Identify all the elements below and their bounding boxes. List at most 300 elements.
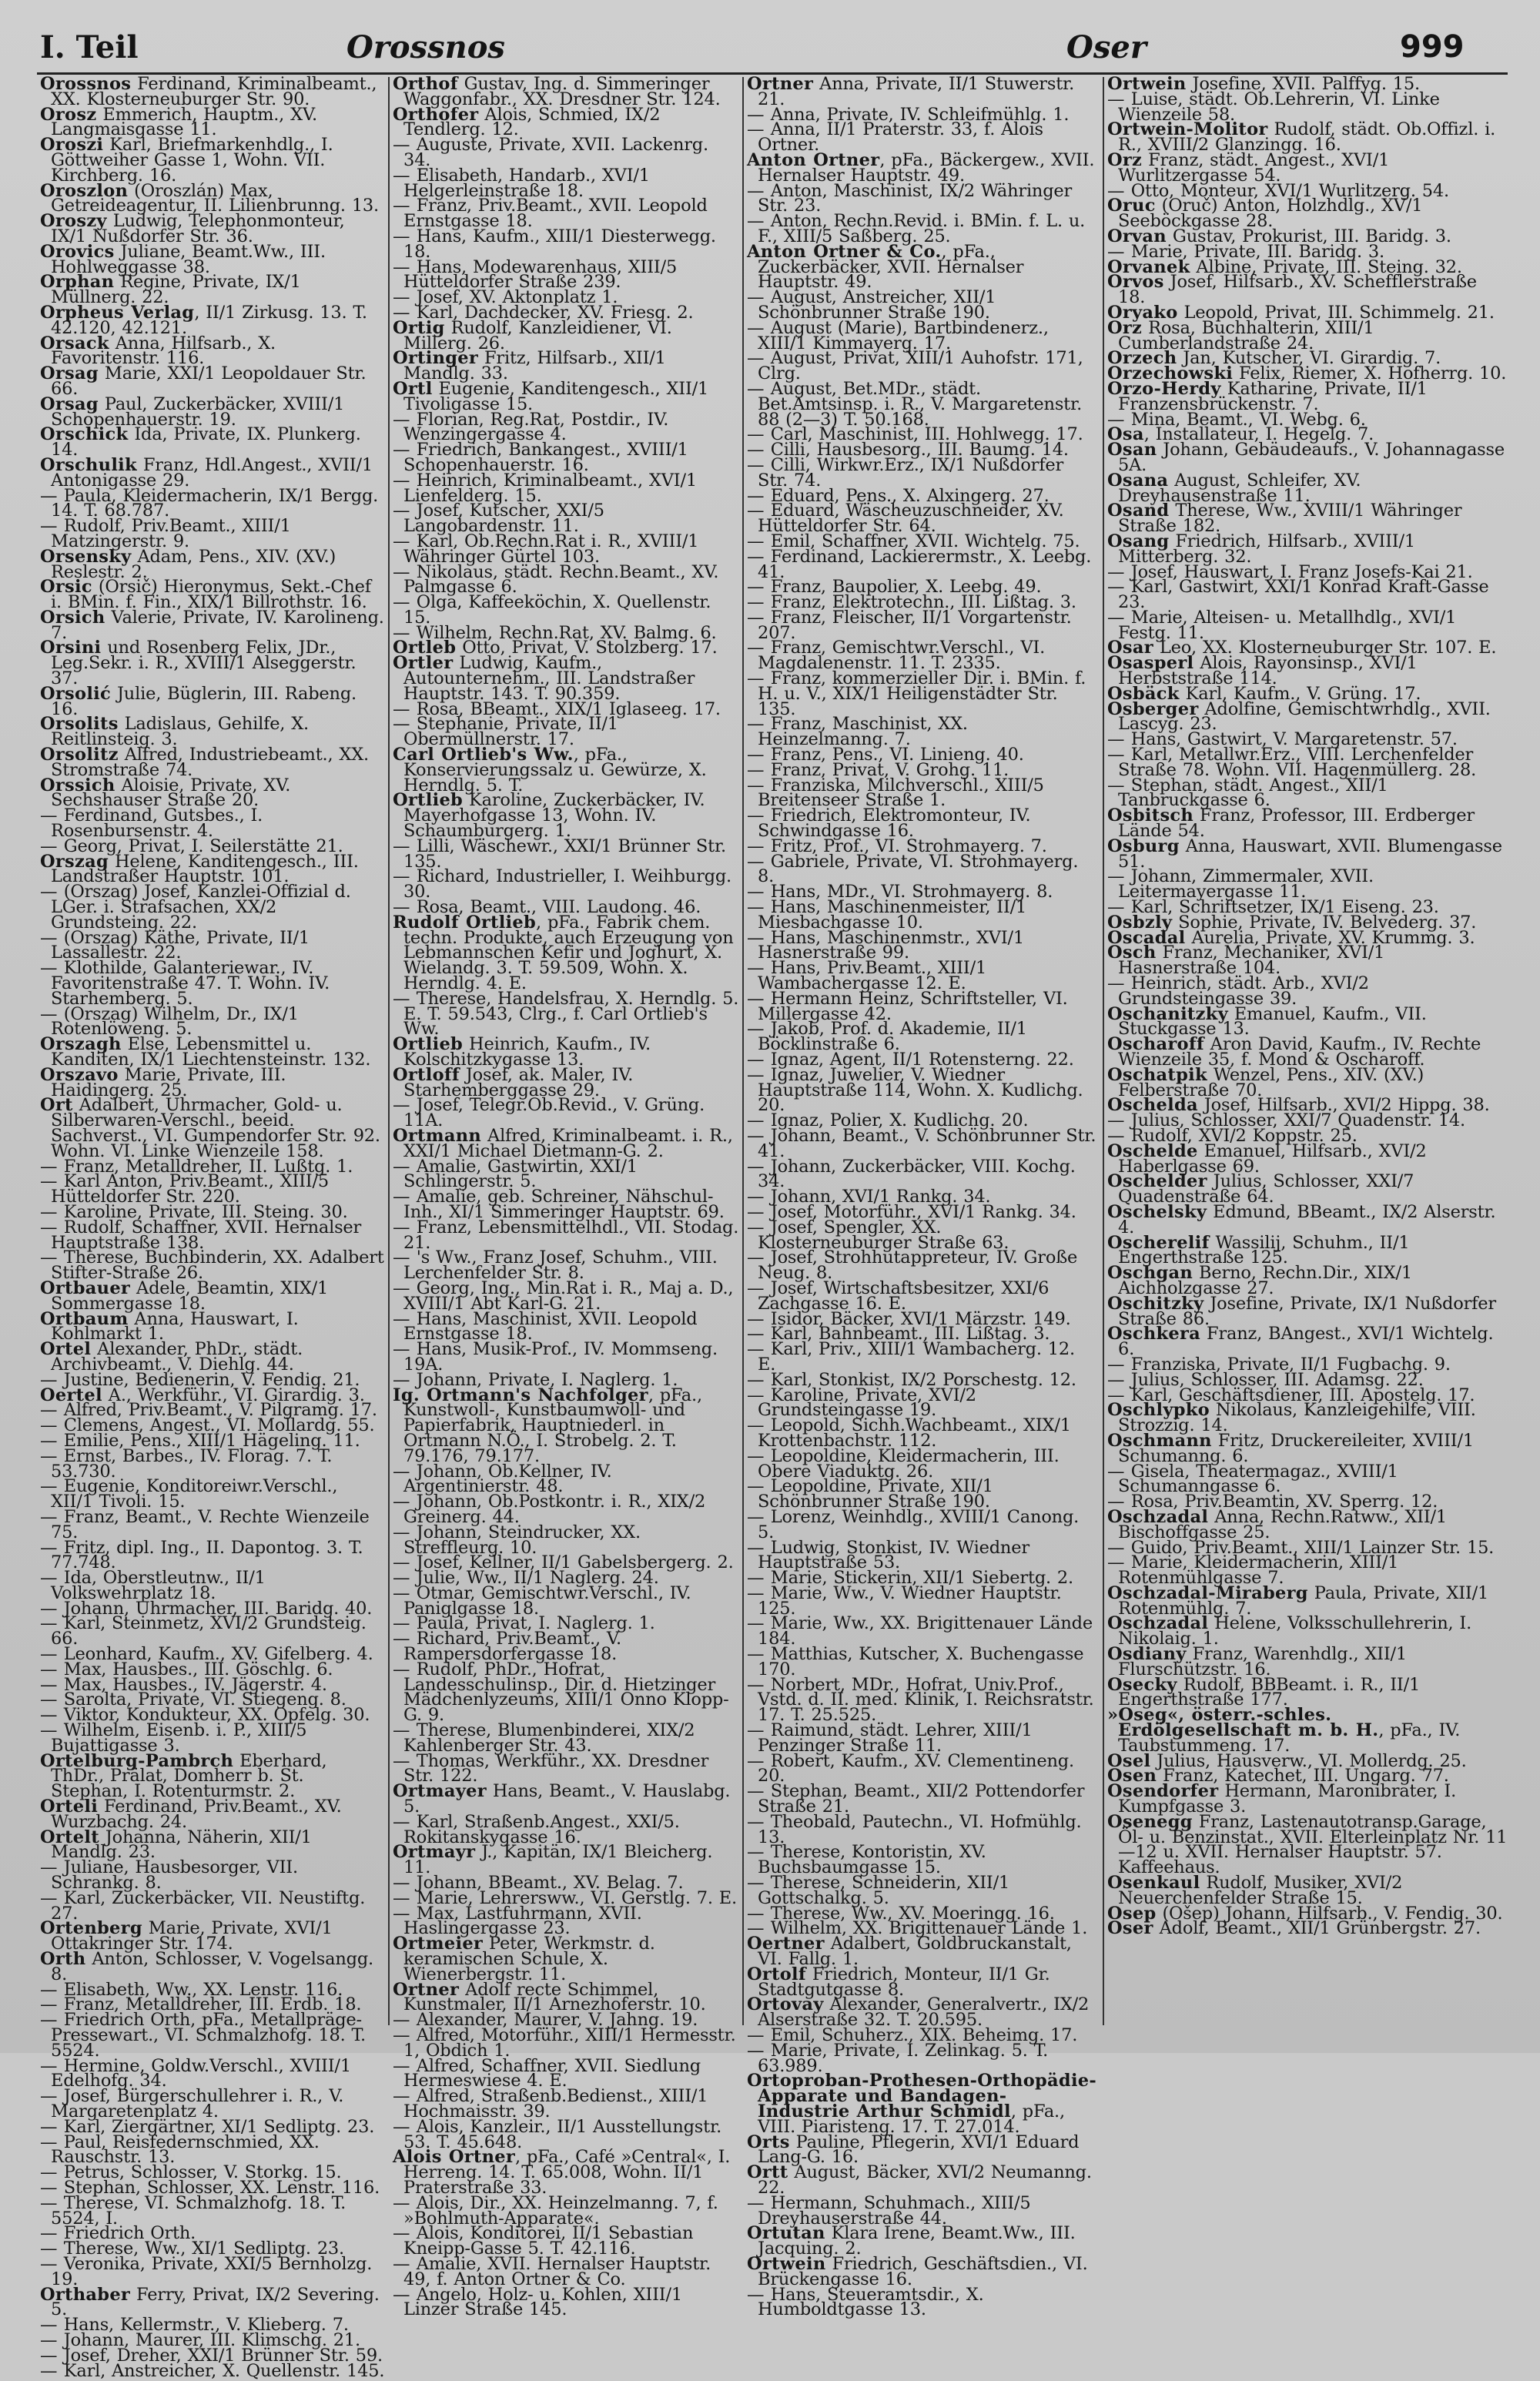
entry-name: Orsack <box>40 333 109 353</box>
directory-entry <box>40 1506 385 1542</box>
entry-details: Franz, Warenhdlg., XII/1 Flurschützstr. 16. <box>1118 1644 1408 1679</box>
directory-entry <box>747 1644 1098 1679</box>
entry-name: — <box>393 2055 410 2076</box>
entry-name: Oroszi <box>40 135 104 156</box>
directory-entry <box>393 1582 739 1619</box>
directory-entry <box>747 2192 1098 2229</box>
directory-entry <box>747 1720 1098 1756</box>
directory-entry <box>40 2010 385 2061</box>
entry-details: Karl, Priv., XIII/1 Wambacherg. 12. E. <box>758 1339 1075 1375</box>
entry-name: Orosz <box>40 104 97 125</box>
entry-details: Emmerich, Hauptm., XV. Langmaisgasse 11. <box>51 104 317 140</box>
entry-name: Orossnos <box>40 74 132 94</box>
entry-name: — <box>393 1187 410 1207</box>
entry-details: Alfred, Industriebeamt., XX. Stromstraße 74. <box>51 745 369 780</box>
entry-details: Anton, Rechn.Revid. i. BMin. f. L. u. F., XIII/5 Saßberg. 25. <box>758 211 1086 246</box>
directory-entry <box>393 2253 739 2289</box>
entry-name: — <box>747 1385 765 1405</box>
entry-details: Marie, Alteisen- u. Metallhdlg., XVI/1 Festg. 11. <box>1118 607 1457 643</box>
entry-name: Oryako <box>1107 302 1178 323</box>
entry-name: — <box>1107 180 1125 201</box>
directory-entry <box>40 1537 385 1573</box>
entry-details: Marie, Private, III. Baridg. 3. <box>1124 241 1384 262</box>
entry-name: Orschick <box>40 424 129 445</box>
directory-entry <box>40 1720 385 1756</box>
entry-name: Orvan <box>1107 226 1167 246</box>
directory-entry <box>40 424 385 460</box>
entry-details: Marie, Private, III. Haidingerg. 25. <box>51 1064 286 1100</box>
right-running-head: Oser <box>1066 29 1147 65</box>
entry-name: — <box>747 287 765 308</box>
directory-entry <box>747 638 1098 674</box>
entry-details: Rosa, BBeamt., XIX/1 Iglaseeg. 17. <box>410 698 721 719</box>
entry-details: Max, Hausbes., IV. Jägerstr. 4. <box>57 1674 327 1695</box>
entry-details: Anna, Hauswart, XVII. Blumengasse 51. <box>1118 836 1502 872</box>
directory-entry <box>40 2055 385 2091</box>
directory-entry <box>393 501 739 537</box>
directory-entry <box>1107 1582 1508 1619</box>
entry-name: — <box>1107 241 1125 262</box>
entry-name: — <box>40 2345 58 2366</box>
entry-details: Fritz, dipl. Ing., II. Dapontog. 3. T. 77.748. <box>51 1537 363 1573</box>
entry-details: Johann, Gebäudeaufs., V. Johannagasse 5A. <box>1118 440 1505 475</box>
directory-entry <box>40 1095 385 1161</box>
entry-details: Adolf recte Schimmel, Kunstmaler, II/1 Arnezhoferstr. 10. <box>403 1979 706 2015</box>
directory-entry <box>1107 1003 1508 1040</box>
directory-entry <box>747 1994 1098 2031</box>
directory-entry <box>393 745 739 795</box>
entry-name: — <box>747 836 765 856</box>
directory-entry <box>40 241 385 277</box>
directory-entry <box>747 1842 1098 1878</box>
directory-entry <box>393 409 739 445</box>
entry-details: (Oruč) Anton, Holzhdlg., XV/1 Seeböckgasse 28. <box>1118 196 1423 232</box>
column-2 <box>393 74 739 2320</box>
entry-name: Oscherelif <box>1107 1232 1210 1253</box>
entry-details: Emil, Schaffner, XVII. Wichtelg. 75. <box>764 531 1080 551</box>
entry-details: Friedrich Orth. <box>57 2223 196 2244</box>
entry-name: — <box>40 1171 58 1192</box>
directory-entry <box>40 2086 385 2121</box>
directory-entry <box>1107 1873 1508 1908</box>
directory-entry <box>747 1125 1098 1161</box>
directory-entry <box>1107 317 1508 353</box>
entry-name: Orsich <box>40 607 105 628</box>
entry-name: — <box>747 1873 765 1894</box>
entry-details: Else, Lebensmittel u. Kanditen, IX/1 Liechtensteinstr. 132. <box>51 1034 371 1070</box>
entry-details: Richard, Industrieller, I. Weihburgg. 30. <box>403 866 732 903</box>
entry-details: Paula, Privat, I. Naglerg. 1. <box>410 1613 655 1634</box>
entry-name: — <box>393 1887 410 1908</box>
entry-details: Carl, Maschinist, III. Hohlwegg. 17. <box>764 424 1083 445</box>
entry-details: Friedrich, Monteur, II/1 Gr. Stadtgutgasse 8. <box>758 1964 1050 2000</box>
entry-details: Josef, Hauswart, I. Franz Josefs-Kai 21. <box>1124 561 1473 582</box>
entry-details: Pauline, Pflegerin, XVI/1 Eduard Lang-G. 16. <box>758 2132 1080 2168</box>
entry-name: — <box>393 2253 410 2274</box>
entry-details: Julie, Büglerin, III. Rabeng. 16. <box>51 683 357 719</box>
entry-details: Franz, Baupolier, X. Leebg. 49. <box>764 577 1042 598</box>
entry-details: Therese, Handelsfrau, X. Herndlg. 5. E. T. 59.543, Clrg., f. Carl Ortlieb's Ww. <box>403 988 739 1040</box>
entry-details: Nikolaus, Kanzleigehilfe, VIII. Strozzig. 14. <box>1118 1400 1476 1436</box>
entry-details: Hans, Kellermstr., V. Klieberg. 7. <box>57 2315 349 2336</box>
entry-name: — <box>747 2025 765 2045</box>
entry-details: Berno, Rechn.Dir., XIX/1 Aichholzgasse 27. <box>1118 1263 1412 1298</box>
entry-details: Hans, Maschinist, XVII. Leopold Ernstgasse 18. <box>403 1308 698 1345</box>
directory-entry <box>393 1903 739 1939</box>
entry-details: Olga, Kaffeeköchin, X. Quellenstr. 15. <box>403 592 711 628</box>
entry-name: — <box>747 1750 765 1771</box>
directory-entry <box>40 1613 385 1649</box>
entry-details: Florian, Reg.Rat, Postdir., IV. Wenzingergasse 4. <box>403 409 669 445</box>
directory-entry <box>393 135 739 170</box>
directory-entry <box>40 1918 385 1954</box>
directory-entry <box>40 302 385 338</box>
directory-entry <box>40 74 385 109</box>
entry-name: — <box>1107 1354 1125 1375</box>
directory-entry <box>1107 501 1508 537</box>
entry-details: Veronika, Private, XXI/5 Bernholzg. 19. <box>51 2253 373 2289</box>
entry-name: Carl Ortlieb's Ww. <box>393 745 574 765</box>
directory-entry <box>40 1750 385 1802</box>
entry-name: Oschatpik <box>1107 1064 1207 1085</box>
entry-name: — <box>1107 409 1125 430</box>
entry-name: Oschelde <box>1107 1140 1198 1161</box>
entry-details: Ignaz, Polier, X. Kudlichg. 20. <box>764 1110 1029 1131</box>
entry-name: — <box>747 1918 765 1939</box>
entry-details: Josef, Spengler, XX. Klosterneuburger Straße 63. <box>758 1217 1009 1253</box>
entry-name: — <box>747 805 765 826</box>
entry-details: Otto, Monteur, XVI/1 Wurlitzerg. 54. <box>1124 180 1449 201</box>
directory-entry <box>40 1308 385 1345</box>
entry-name: — <box>40 1369 58 1390</box>
entry-name: — <box>40 2162 58 2183</box>
column-divider <box>1103 77 1104 2025</box>
directory-entry <box>393 104 739 140</box>
entry-details: Josef, XV. Aktonplatz 1. <box>410 287 618 308</box>
entry-details: Franz, Mechaniker, XVI/1 Hasnerstraße 104. <box>1118 943 1385 979</box>
directory-entry <box>1107 378 1508 414</box>
entry-name: — <box>393 165 410 186</box>
directory-entry <box>747 2071 1098 2137</box>
directory-entry <box>1107 119 1508 156</box>
entry-name: — <box>40 2223 58 2244</box>
entry-details: Franz, BAngest., XVI/1 Wichtelg. 6. <box>1118 1324 1494 1360</box>
entry-details: Julius, Schlosser, XXI/7 Quadenstr. 14. <box>1124 1110 1465 1131</box>
entry-details: Eduard, Pens., X. Alxingerg. 27. <box>764 485 1050 506</box>
column-divider <box>742 77 744 2025</box>
entry-details: und Rosenberg Felix, JDr., Leg.Sekr. i. R., XVIII/1 Alseggerstr. 37. <box>51 638 357 689</box>
entry-name: — <box>1107 89 1125 109</box>
entry-name: — <box>393 897 410 918</box>
entry-name: — <box>1107 1110 1125 1131</box>
directory-entry <box>1107 653 1508 689</box>
entry-name: Ortbauer <box>40 1278 131 1298</box>
entry-details: Jakob, Prof. d. Akademie, II/1 Böcklinstraße 6. <box>758 1019 1027 1055</box>
entry-name: Ortlieb <box>393 790 464 811</box>
directory-entry <box>393 2147 739 2198</box>
directory-entry <box>1107 1506 1508 1542</box>
directory-entry <box>747 988 1098 1024</box>
entry-details: Hans, Kaufm., XIII/1 Diesterwegg. 18. <box>403 226 716 262</box>
entry-name: Ortel <box>40 1339 92 1360</box>
entry-name: — <box>40 1613 58 1634</box>
directory-entry <box>40 1247 385 1284</box>
directory-entry <box>40 1003 385 1040</box>
entry-details: Auguste, Private, XVII. Lackenrg. 34. <box>403 135 708 170</box>
directory-entry <box>40 882 385 933</box>
entry-details: Ida, Oberstleutnw., II/1 Volkswehrplatz 18. <box>51 1568 266 1603</box>
entry-details: Anna, Hilfsarb., X. Favoritenstr. 116. <box>51 333 276 369</box>
directory-entry <box>40 577 385 613</box>
entry-details: Karoline, Zuckerbäcker, IV. Mayerhofgasse 13, Wohn. IV. Schaumburgerg. 1. <box>403 790 705 842</box>
entry-name: Ortovay <box>747 1994 824 2015</box>
part-label: I. Teil <box>40 29 139 65</box>
directory-entry <box>393 226 739 262</box>
entry-name: Osberger <box>1107 698 1199 719</box>
entry-name: Orvos <box>1107 272 1164 293</box>
directory-entry <box>747 1750 1098 1787</box>
entry-details: Hermann Heinz, Schriftsteller, VI. Millergasse 42. <box>758 988 1068 1024</box>
directory-entry <box>393 470 739 506</box>
entry-details: Max, Hausbes., III. Göschlg. 6. <box>57 1659 333 1679</box>
entry-name: Oschgan <box>1107 1263 1194 1284</box>
entry-details: Rosa, Beamt., VIII. Laudong. 46. <box>410 897 701 918</box>
directory-entry <box>393 74 739 109</box>
directory-entry <box>40 1568 385 1603</box>
entry-details: Wilhelm, Eisenb. i. P., XIII/5 Bujattigasse 3. <box>51 1720 307 1756</box>
entry-name: Orszag <box>40 851 109 872</box>
entry-details: Eduard, Wäscheuzuschneider, XV. Hütteldorfer Str. 64. <box>758 501 1064 537</box>
entry-name: Orthaber <box>40 2284 131 2305</box>
entry-details: Guido, Priv.Beamt., XIII/1 Lainzer Str. 15. <box>1124 1537 1495 1558</box>
entry-details: Adam, Pens., XIV. (XV.) Reslestr. 2. <box>51 546 336 582</box>
entry-name: Orschulik <box>40 454 137 475</box>
entry-name: — <box>747 1613 765 1634</box>
entry-name: — <box>747 317 765 338</box>
directory-entry <box>747 241 1098 293</box>
entry-details: Wilhelm, Rechn.Rat, XV. Balmg. 6. <box>410 622 717 643</box>
directory-entry <box>1107 1552 1508 1589</box>
entry-details: , pFa., Fabrik chem. techn. Produkte, auch Erzeugung von Lebmannschen Kefir und Joghurt, X. Wielandg. 3. T. 59.509, Wohn. X. Herndlg. 4. E. <box>403 912 734 994</box>
entry-details: Julius, Schlosser, XXI/7 Quadenstraße 64. <box>1118 1171 1414 1207</box>
entry-name: Orssich <box>40 775 116 795</box>
entry-name: — <box>747 1582 765 1603</box>
entry-details: Ferdinand, Priv.Beamt., XV. Wurzbachg. 24. <box>51 1797 342 1832</box>
column-1 <box>40 74 385 2381</box>
entry-name: Orpheus Verlag <box>40 302 195 323</box>
directory-entry <box>747 2223 1098 2259</box>
page-number: 999 <box>1400 29 1465 65</box>
entry-details: Josef, Hilfsarb., XVI/2 Hippg. 38. <box>1197 1095 1490 1116</box>
entry-details: Stephan, städt. Angest., XII/1 Tanbruckgasse 6. <box>1118 775 1388 811</box>
entry-name: Oruc <box>1107 196 1156 216</box>
entry-details: Adele, Beamtin, XIX/1 Sommergasse 18. <box>51 1278 329 1314</box>
entry-details: Marie, XXI/1 Leopoldauer Str. 66. <box>51 363 367 399</box>
entry-details: Thomas, Werkführ., XX. Dresdner Str. 122. <box>403 1750 709 1787</box>
directory-entry <box>1107 196 1508 232</box>
entry-details: Eberhard, ThDr., Prälat, Domherr b. St. Stephan, I. Rotenturmstr. 2. <box>51 1750 327 1802</box>
directory-entry <box>393 2192 739 2229</box>
directory-entry <box>747 1582 1098 1619</box>
directory-entry <box>393 1247 739 1284</box>
entry-name: — <box>393 1613 410 1634</box>
entry-name: Osbäck <box>1107 683 1180 704</box>
directory-entry <box>1107 805 1508 842</box>
directory-entry <box>1107 1644 1508 1679</box>
entry-details: August, Schleifer, XV. Dreyhausenstraße 11. <box>1118 470 1361 506</box>
entry-details: Karl, Ob.Rechn.Rat i. R., XVIII/1 Währinger Gürtel 103. <box>403 531 699 567</box>
entry-name: — <box>747 501 765 521</box>
directory-entry <box>40 1217 385 1253</box>
directory-entry <box>393 378 739 414</box>
entry-name: — <box>747 424 765 445</box>
entry-details: Therese, Schneiderin, XII/1 Gottschalkg. 5. <box>758 1873 1010 1908</box>
entry-name: Oschitzky <box>1107 1293 1204 1314</box>
entry-name: Oscharoff <box>1107 1034 1204 1055</box>
entry-details: Anna, Hauswart, I. Kohlmarkt 1. <box>51 1308 299 1345</box>
entry-details: Rudolf, Musiker, XVI/2 Neuerchenfelder Straße 15. <box>1118 1873 1403 1908</box>
entry-details: Ladislaus, Gehilfe, X. Reitlinsteig. 3. <box>51 714 309 750</box>
entry-name: — <box>747 1415 765 1436</box>
entry-name: — <box>40 1430 58 1451</box>
entry-name: »Oseg«, österr.-schles. Erdölgesellschaft m. b. H. <box>1107 1705 1379 1741</box>
entry-name: — <box>747 180 765 201</box>
entry-name: Oroszy <box>40 211 107 232</box>
entry-name: — <box>1107 775 1125 795</box>
entry-details: Gabriele, Private, VI. Strohmayerg. 8. <box>758 851 1079 887</box>
entry-details: Rudolf, XVI/2 Koppstr. 25. <box>1124 1125 1358 1146</box>
entry-details: Franz, Fleischer, II/1 Vorgartenstr. 207. <box>758 607 1072 643</box>
entry-details: Leopold, Privat, III. Schimmelg. 21. <box>1177 302 1495 323</box>
entry-details: Josef, Strohhutappreteur, IV. Große Neug. 8. <box>758 1247 1078 1284</box>
entry-name: — <box>40 516 58 537</box>
directory-entry <box>393 1187 739 1222</box>
entry-name: — <box>40 2055 58 2076</box>
entry-name: — <box>393 1339 410 1360</box>
entry-name: — <box>747 2192 765 2213</box>
entry-name: — <box>747 759 765 780</box>
entry-details: Therese, Ww., XV. Moeringg. 16. <box>764 1903 1055 1924</box>
entry-details: Aloisie, Private, XV. Sechshauser Straße 20. <box>51 775 291 811</box>
entry-details: Paul, Zuckerbäcker, XVIII/1 Schopenhauerstr. 19. <box>51 393 345 430</box>
entry-name: — <box>747 1201 765 1222</box>
entry-details: Karoline, Private, III. Steing. 30. <box>57 1201 348 1222</box>
entry-name: Osendorfer <box>1107 1781 1219 1802</box>
entry-name: — <box>393 592 410 613</box>
entry-details: Josef, Hilfsarb., XV. Schefflerstraße 18. <box>1118 272 1477 308</box>
entry-details: , Installateur, I. Hegelg. 7. <box>1143 424 1374 445</box>
entry-details: Karl, Stonkist, IX/2 Porschestg. 12. <box>764 1369 1076 1390</box>
entry-name: — <box>747 1278 765 1298</box>
entry-name: — <box>747 958 765 979</box>
entry-details: Friedrich, Geschäftsdien., VI. Brückengasse 16. <box>758 2253 1088 2289</box>
directory-entry <box>393 714 739 750</box>
entry-details: Leopoldine, Private, XII/1 Schönbrunner Straße 190. <box>758 1476 993 1512</box>
entry-name: Ortlieb <box>393 1034 464 1055</box>
entry-name: — <box>393 1308 410 1329</box>
entry-name: — <box>747 1050 765 1070</box>
entry-name: — <box>1107 866 1125 887</box>
entry-details: Franziska, Milchverschl., XIII/5 Breitenseer Straße 1. <box>758 775 1044 811</box>
entry-name: Oschzadal <box>1107 1506 1209 1527</box>
entry-details: August, Privat, XIII/1 Auhofstr. 171, Clrg. <box>758 348 1083 384</box>
entry-name: — <box>747 1247 765 1268</box>
directory-entry <box>1107 1811 1508 1878</box>
entry-name: — <box>393 1750 410 1771</box>
directory-entry <box>747 897 1098 933</box>
entry-name: Oertel <box>40 1385 102 1405</box>
directory-entry <box>747 1476 1098 1512</box>
entry-name: Orz <box>1107 149 1143 170</box>
entry-name: — <box>747 1644 765 1665</box>
directory-entry <box>747 1415 1098 1451</box>
entry-details: Johann, Uhrmacher, III. Baridg. 40. <box>57 1598 373 1619</box>
entry-details: Marie, Lehrersww., VI. Gerstlg. 7. E. <box>410 1887 737 1908</box>
directory-entry <box>393 1156 739 1192</box>
entry-details: Alfred, Straßenb.Bedienst., XIII/1 Hochmaisstr. 39. <box>403 2086 708 2121</box>
entry-name: Osep <box>1107 1903 1157 1924</box>
directory-entry <box>1107 470 1508 506</box>
entry-name: — <box>747 607 765 628</box>
entry-details: Fritz, Druckereileiter, XVIII/1 Schumanng. 6. <box>1118 1430 1474 1466</box>
entry-name: Ortenberg <box>40 1918 142 1939</box>
entry-name: — <box>393 135 410 156</box>
directory-entry <box>1107 1140 1508 1177</box>
directory-entry <box>393 1781 739 1817</box>
entry-details: Ferdinand, Gutsbes., I. Rosenbursenstr. 4. <box>51 805 263 842</box>
entry-name: — <box>393 622 410 643</box>
entry-details: Karoline, Private, XVI/2 Grundsteingasse 19. <box>758 1385 976 1421</box>
directory-entry <box>40 1827 385 1863</box>
directory-entry <box>393 2223 739 2259</box>
entry-details: Karl, Straßenb.Angest., XXI/5. Rokitanskygasse 16. <box>403 1811 680 1847</box>
entry-details: Franz, kommerzieller Dir. i. BMin. f. H. u. V., XIX/1 Heiligenstädter Str. 135. <box>758 668 1086 719</box>
entry-name: — <box>1107 577 1125 598</box>
directory-entry <box>393 561 739 598</box>
directory-entry <box>393 1934 739 1984</box>
entry-name: — <box>393 2086 410 2107</box>
entry-name: — <box>747 638 765 658</box>
entry-details: Anna, Rechn.Ratww., XII/1 Bischoffgasse 25. <box>1118 1506 1448 1542</box>
entry-details: Karl, Steinmetz, XVI/2 Grundsteig. 66. <box>51 1613 367 1649</box>
entry-name: — <box>40 1720 58 1741</box>
entry-name: — <box>1107 973 1125 994</box>
directory-entry <box>40 2132 385 2168</box>
entry-details: Josefine, XVII. Palffyg. 15. <box>1186 74 1420 94</box>
entry-name: Orteli <box>40 1797 99 1817</box>
directory-entry <box>393 1278 739 1314</box>
entry-name: — <box>747 546 765 567</box>
directory-entry <box>40 683 385 719</box>
entry-name: — <box>393 1522 410 1542</box>
entry-name: — <box>747 745 765 765</box>
entry-name: Osel <box>1107 1750 1151 1771</box>
entry-details: Marie, Stickerin, XII/1 Siebertg. 2. <box>764 1568 1073 1589</box>
entry-name: Orthofer <box>393 104 479 125</box>
directory-entry <box>40 135 385 186</box>
entry-name: Oschanitzky <box>1107 1003 1228 1024</box>
entry-details: Amalie, XVII. Hernalser Hauptstr. 49, f. Anton Ortner & Co. <box>403 2253 711 2289</box>
entry-details: Josef, Telegr.Ob.Revid., V. Grüng. 11A. <box>403 1095 705 1131</box>
entry-details: Josef, Kellner, II/1 Gabelsbergerg. 2. <box>410 1552 734 1573</box>
entry-name: Oschelsky <box>1107 1201 1207 1222</box>
directory-entry <box>40 1476 385 1512</box>
entry-details: Rudolf, Schaffner, XVII. Hernalser Hauptstraße 138. <box>51 1217 362 1253</box>
directory-entry <box>393 1811 739 1847</box>
entry-name: — <box>747 485 765 506</box>
entry-name: — <box>40 1217 58 1237</box>
directory-entry <box>393 317 739 353</box>
